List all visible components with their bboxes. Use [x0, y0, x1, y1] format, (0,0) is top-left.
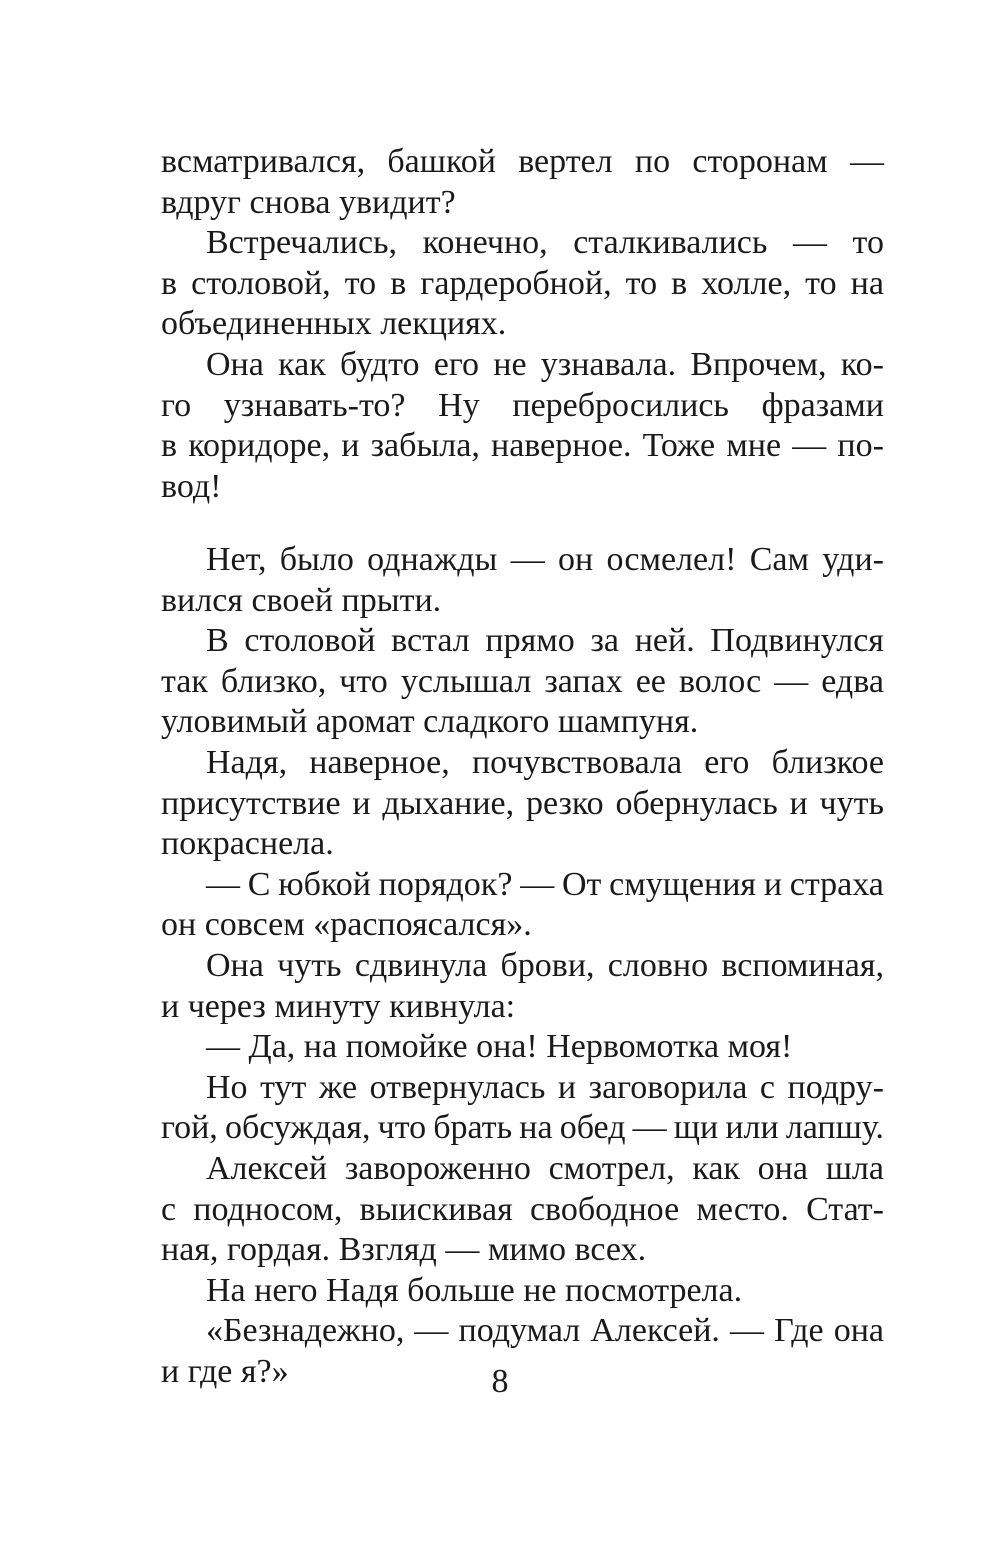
text-line: Нет, было однажды — он осмелел! Сам уди- [206, 541, 884, 578]
text-line: ная, гордая. Взгляд — мимо всех. [161, 1231, 647, 1269]
text-block-top [161, 142, 884, 507]
text-line: объединенных лекциях. [161, 305, 507, 343]
text-line: На него Надя больше не посмотрела. [206, 1271, 743, 1309]
text-line: «Безнадежно, — подумал Алексей. — Где она [206, 1312, 884, 1350]
text-line: Алексей завороженно смотрел, как она шла [206, 1149, 884, 1187]
text-line: он совсем «распоясался». [161, 906, 532, 944]
text-line: и где я?» [161, 1352, 289, 1390]
text-line: присутствие и дыхание, резко обернулась и чуть [161, 784, 884, 822]
text-block-bottom [161, 540, 884, 1392]
text-line: в столовой, то в гардеробной, то в холле, то на [161, 264, 884, 302]
text-line: Встречались, конечно, сталкивались — то [206, 224, 884, 262]
text-line: Но тут же отвернулась и заговорила с подру- [206, 1068, 884, 1106]
text-line: в коридоре, и забыла, наверное. Тоже мне — по- [161, 427, 884, 465]
text-line: вдруг снова увидит? [161, 183, 456, 221]
text-line: го узнавать-то? Ну перебросились фразами [161, 386, 884, 424]
text-line: всматривался, башкой вертел по сторонам — [161, 143, 884, 180]
text-line: и через минуту кивнула: [161, 987, 516, 1025]
text-line: Она чуть сдвинула брови, словно вспоминая, [206, 946, 884, 984]
text-line: вился своей прыти. [161, 581, 442, 619]
text-line: — Да, на помойке она! Нервомотка моя! [206, 1028, 793, 1066]
text-line: Она как будто его не узнавала. Впрочем, ко- [206, 345, 884, 383]
text-line: В столовой встал прямо за ней. Подвинулся [206, 622, 884, 660]
text-line: — С юбкой порядок? — От смущения и страха [206, 865, 884, 903]
text-line: так близко, что услышал запах ее волос — едва [161, 662, 884, 700]
text-line: с подносом, выискивая свободное место. Стат- [161, 1190, 884, 1228]
text-line: гой, обсуждая, что брать на обед — щи или лапшу. [161, 1109, 884, 1147]
text-line: Надя, наверное, почувствовала его близкое [206, 743, 884, 781]
page-number: 8 [491, 1363, 509, 1400]
text-line: покраснела. [161, 825, 334, 863]
text-line: вод! [161, 467, 222, 505]
text-line: уловимый аромат сладкого шампуня. [161, 703, 699, 741]
